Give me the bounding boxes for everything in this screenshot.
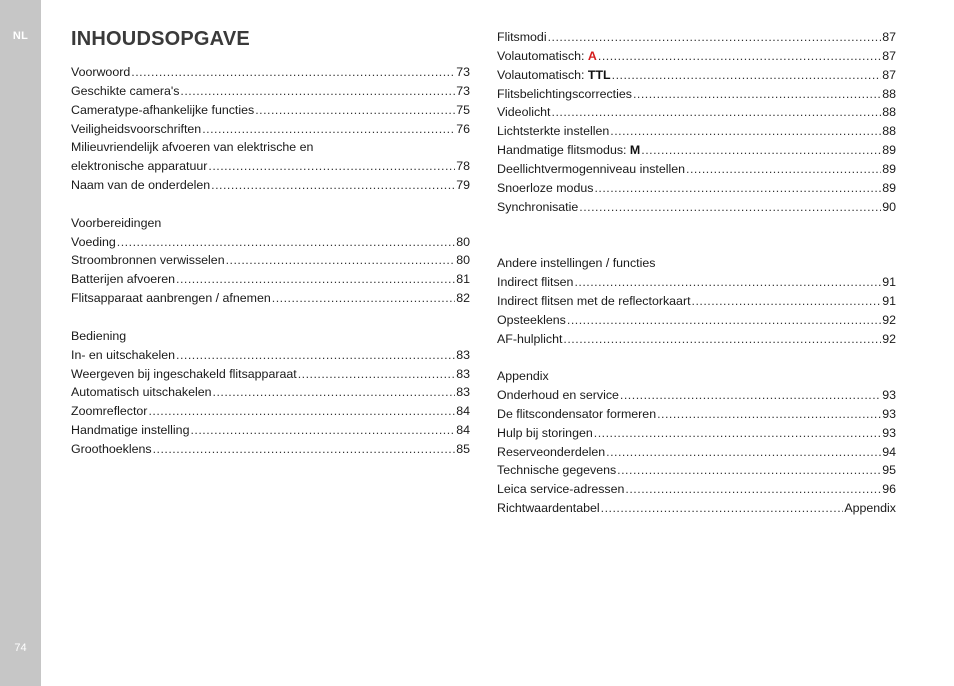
- toc-label: Hulp bij storingen: [497, 425, 593, 440]
- leader-dots: [598, 47, 881, 66]
- leader-dots: [211, 176, 455, 195]
- toc-entry[interactable]: [497, 461, 896, 480]
- toc-entry[interactable]: [71, 365, 470, 384]
- toc-label: Voeding: [71, 234, 116, 249]
- toc-entry[interactable]: [497, 499, 896, 518]
- toc-entry[interactable]: [71, 270, 470, 289]
- toc-label: Flitsbelichtingscorrecties: [497, 86, 632, 101]
- leader-dots: [552, 103, 882, 122]
- spacer: [71, 195, 470, 214]
- toc-entry[interactable]: [497, 330, 896, 349]
- toc-page: 76: [456, 121, 470, 136]
- toc-label: Indirect flitsen: [497, 274, 574, 289]
- leader-dots: [153, 440, 456, 459]
- leader-dots: [620, 386, 881, 405]
- leader-dots: [117, 233, 455, 252]
- leader-dots: [606, 443, 881, 462]
- toc-page: 80: [456, 234, 470, 249]
- toc-entry[interactable]: [497, 160, 896, 179]
- leader-dots: [272, 289, 455, 308]
- toc-label: De flitscondensator formeren: [497, 406, 657, 421]
- toc-entry[interactable]: [71, 157, 470, 176]
- toc-label: Onderhoud en service: [497, 388, 619, 403]
- toc-page: 88: [882, 124, 896, 139]
- toc-entry[interactable]: [71, 63, 470, 82]
- toc-entry[interactable]: [497, 85, 896, 104]
- toc-label: elektronische apparatuur: [71, 159, 208, 174]
- toc-entry[interactable]: [497, 405, 896, 424]
- toc-entry[interactable]: [71, 289, 470, 308]
- toc-entry[interactable]: [497, 386, 896, 405]
- toc-label: Weergeven bij ingeschakeld flitsapparaat: [71, 366, 297, 381]
- toc-label: Automatisch uitschakelen: [71, 385, 212, 400]
- leader-dots: [563, 330, 881, 349]
- toc-page: 83: [456, 385, 470, 400]
- toc-entry[interactable]: [71, 346, 470, 365]
- leader-dots: [612, 66, 882, 85]
- leader-dots: [148, 402, 455, 421]
- toc-entry[interactable]: [497, 311, 896, 330]
- language-label: NL: [12, 30, 29, 42]
- toc-page: 91: [882, 293, 896, 308]
- toc-page: 87: [882, 48, 896, 63]
- toc-entry[interactable]: [71, 383, 470, 402]
- toc-entry[interactable]: [71, 402, 470, 421]
- toc-page: 80: [456, 253, 470, 268]
- toc-label: Snoerloze modus: [497, 180, 594, 195]
- toc-entry[interactable]: [71, 176, 470, 195]
- toc-label: Naam van de onderdelen: [71, 178, 211, 193]
- toc-page: 91: [882, 274, 896, 289]
- toc-page: 89: [882, 143, 896, 158]
- toc-label: Synchronisatie: [497, 199, 579, 214]
- toc-label: Stroombronnen verwisselen: [71, 253, 225, 268]
- toc-left-column: [71, 63, 470, 459]
- toc-label: Richtwaardentabel: [497, 501, 600, 516]
- toc-entry[interactable]: [497, 47, 896, 66]
- toc-label: Veiligheidsvoorschriften: [71, 121, 202, 136]
- leader-dots: [208, 157, 455, 176]
- toc-label: [497, 47, 597, 66]
- leader-dots: [625, 480, 881, 499]
- leader-dots: [213, 383, 456, 402]
- toc-page: 85: [456, 441, 470, 456]
- toc-entry[interactable]: [71, 233, 470, 252]
- toc-page: 73: [456, 83, 470, 98]
- toc-page: 95: [882, 463, 896, 478]
- leader-dots: [579, 198, 881, 217]
- toc-entry[interactable]: [497, 66, 896, 85]
- toc-page: 84: [456, 423, 470, 438]
- toc-page: 84: [456, 404, 470, 419]
- toc-page: 96: [882, 482, 896, 497]
- toc-label: Opsteeklens: [497, 312, 566, 327]
- toc-page: 83: [456, 347, 470, 362]
- leader-dots: [617, 461, 881, 480]
- leader-dots: [657, 405, 881, 424]
- toc-section-heading: Bediening: [71, 328, 127, 343]
- leader-dots: [202, 120, 455, 139]
- toc-label: Geschikte camera's: [71, 83, 180, 98]
- leader-dots: [176, 270, 455, 289]
- toc-entry[interactable]: [497, 122, 896, 141]
- toc-page: 88: [882, 86, 896, 101]
- leader-dots: [176, 346, 455, 365]
- toc-entry[interactable]: [71, 101, 470, 120]
- toc-label: Videolicht: [497, 105, 551, 120]
- toc-page: 87: [882, 67, 896, 82]
- leader-dots: [190, 421, 455, 440]
- leader-dots: [567, 311, 881, 330]
- toc-page: Appendix: [844, 501, 896, 516]
- leader-dots: [298, 365, 456, 384]
- leader-dots: [131, 63, 455, 82]
- toc-entry[interactable]: [497, 424, 896, 443]
- toc-label: Deellichtvermogenniveau instellen: [497, 161, 686, 176]
- toc-page: 90: [882, 199, 896, 214]
- toc-section-heading: Andere instellingen / functies: [497, 256, 656, 271]
- toc-entry[interactable]: [497, 443, 896, 462]
- spacer: [71, 308, 470, 327]
- toc-label-text: Volautomatisch:: [497, 48, 588, 63]
- toc-entry[interactable]: [71, 120, 470, 139]
- toc-page: 93: [882, 406, 896, 421]
- spacer: [497, 348, 896, 367]
- toc-entry[interactable]: [497, 141, 896, 160]
- toc-label: Cameratype-afhankelijke functies: [71, 102, 255, 117]
- toc-entry[interactable]: [71, 82, 470, 101]
- toc-entry[interactable]: [497, 273, 896, 292]
- toc-entry[interactable]: [71, 440, 470, 459]
- leader-dots: [594, 179, 881, 198]
- toc-label: Indirect flitsen met de reflectorkaart: [497, 293, 691, 308]
- toc-label: Flitsmodi: [497, 30, 547, 44]
- toc-section-heading: Voorbereidingen: [71, 215, 162, 230]
- toc-label: Handmatige instelling: [71, 423, 190, 438]
- toc-label: Reserveonderdelen: [497, 444, 606, 459]
- toc-entry[interactable]: [497, 198, 896, 217]
- toc-section-heading: Appendix: [497, 369, 549, 384]
- toc-page: 92: [882, 331, 896, 346]
- toc-page: 94: [882, 444, 896, 459]
- page-title: INHOUDSOPGAVE: [71, 28, 250, 50]
- toc-entry[interactable]: [71, 251, 470, 270]
- toc-label: Leica service-adressen: [497, 482, 625, 497]
- toc-page: 75: [456, 102, 470, 117]
- toc-entry[interactable]: [71, 421, 470, 440]
- toc-label-text: Volautomatisch:: [497, 67, 588, 82]
- toc-page: 87: [882, 30, 896, 44]
- leader-dots: [633, 85, 881, 104]
- toc-label: In- en uitschakelen: [71, 347, 176, 362]
- toc-label-text: Handmatige flitsmodus:: [497, 143, 630, 158]
- toc-label: [497, 141, 640, 160]
- toc-entry[interactable]: [497, 292, 896, 311]
- spacer: [497, 216, 896, 254]
- toc-label: Flitsapparaat aanbrengen / afnemen: [71, 291, 271, 306]
- toc-page: 79: [456, 178, 470, 193]
- mode-a-symbol: A: [587, 48, 597, 63]
- toc-entry[interactable]: [497, 480, 896, 499]
- leader-dots: [548, 28, 882, 47]
- leader-dots: [574, 273, 881, 292]
- leader-dots: [692, 292, 882, 311]
- leader-dots: [226, 251, 456, 270]
- mode-ttl-symbol: TTL: [587, 67, 611, 82]
- toc-page: 89: [882, 180, 896, 195]
- toc-entry[interactable]: [497, 103, 896, 122]
- toc-page: 93: [882, 425, 896, 440]
- page-number: 74: [14, 642, 27, 654]
- leader-dots: [180, 82, 455, 101]
- toc-label: Groothoeklens: [71, 441, 152, 456]
- toc-label: [497, 66, 611, 85]
- toc-page: 88: [882, 105, 896, 120]
- toc-page: 73: [456, 65, 470, 79]
- toc-label: Batterijen afvoeren: [71, 272, 176, 287]
- leader-dots: [594, 424, 881, 443]
- toc-page: 82: [456, 291, 470, 306]
- toc-page: 83: [456, 366, 470, 381]
- toc-label: Technische gegevens: [497, 463, 617, 478]
- leader-dots: [255, 101, 455, 120]
- leader-dots: [601, 499, 844, 518]
- toc-label-line1[interactable]: Milieuvriendelijk afvoeren van elektrische en: [71, 140, 314, 155]
- toc-page: 93: [882, 388, 896, 403]
- toc-page: 78: [456, 159, 470, 174]
- toc-label: Zoomreflector: [71, 404, 148, 419]
- toc-label: Voorwoord: [71, 65, 131, 79]
- leader-dots: [686, 160, 881, 179]
- mode-m-symbol: M: [629, 143, 641, 158]
- toc-label: Lichtsterkte instellen: [497, 124, 610, 139]
- side-tab: [0, 0, 41, 686]
- toc-entry[interactable]: [497, 179, 896, 198]
- leader-dots: [641, 141, 881, 160]
- toc-right-column: [497, 28, 896, 518]
- toc-page: 81: [456, 272, 470, 287]
- toc-entry[interactable]: [497, 28, 896, 47]
- toc-page: 89: [882, 161, 896, 176]
- toc-label: AF-hulplicht: [497, 331, 563, 346]
- toc-page: 92: [882, 312, 896, 327]
- leader-dots: [610, 122, 881, 141]
